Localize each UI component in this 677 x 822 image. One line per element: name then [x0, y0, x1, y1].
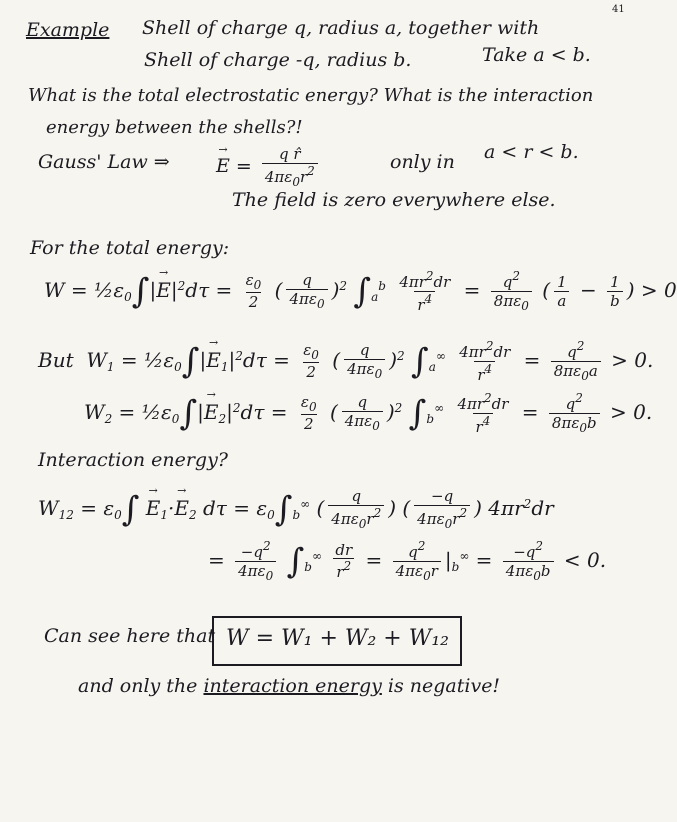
w2-equation: $W_2$ = $\frac{1}{2}\varepsilon_0\int|\to E_2|^2d\tau$ = $\frac{\varepsilon_0}{2}$ ( $\frac{q}{4\pi\varepsilon_0}$ )$^2$ $\int_b^\infty$ $\frac{4\pi r^2dr}{r^4}$ = $\frac{q^2}{8\pi\varepsilon_0b}$ > 0. — [84, 392, 652, 435]
but-label: But — [38, 348, 74, 372]
region-text: a < r < b. — [484, 141, 579, 163]
example-heading: Example — [26, 19, 110, 41]
question-line-2: energy between the shells?! — [46, 117, 303, 138]
gauss-field-equation: → E = $\frac{\text{q r̂}}{4\pi\varepsilon_0r^2}$ — [216, 146, 322, 189]
final-line-end: is negative! — [387, 675, 501, 697]
final-line-start: and only the — [78, 675, 198, 697]
w2-positive: > 0. — [609, 400, 653, 424]
field-zero-text: The field is zero everywhere else. — [232, 189, 556, 211]
page-number: 41 — [612, 4, 625, 15]
question-line-1: What is the total electrostatic energy? What is the interaction — [28, 85, 594, 106]
w1-equation: But $W_1$ = $\frac{1}{2}\varepsilon_0\int|\to E_1|^2d\tau$ = $\frac{\varepsilon_0}{2}$ ( $\frac{q}{4\pi\varepsilon_0}$ )$^2$ $\int_a^\infty$ $\frac{4\pi r^2dr}{r^4}$ = $\frac{q^2}{8\pi\varepsilon_0a}$ > 0. — [38, 340, 653, 383]
final-line — [78, 676, 500, 698]
intro-line-1: Shell of charge q, radius a, together with — [142, 17, 540, 39]
total-energy-equation: $W = \frac{1}{2}\varepsilon_0\int|\to E|^2d\tau$ = $\frac{\varepsilon_0}{2}$ ( $\frac{q}{4\pi\varepsilon_0}$ )$^2$ $\int_a^b$ $\frac{4\pi r^2dr}{r^4}$ = $\frac{q^2}{8\pi\varepsilon_0}$ ( $\frac{1}{a}$ − $\frac{1}{b}$ ) > 0 — [44, 270, 677, 313]
total-energy-label: For the total energy: — [30, 237, 230, 259]
intro-line-2: Shell of charge -q, radius b. — [144, 49, 412, 71]
positive-sign: > 0 — [640, 278, 677, 302]
boxed-result: W = W₁ + W₂ + W₁₂ — [226, 626, 449, 651]
final-line-underlined: interaction energy — [203, 675, 382, 697]
take-a-less-b: Take a < b. — [482, 44, 591, 66]
interaction-label: Interaction energy? — [38, 449, 228, 471]
w1-positive: > 0. — [611, 348, 654, 372]
w12-equation-line2: = $\frac{-q^2}{4\pi\varepsilon_0}$ $\int_b^\infty$ $\frac{dr}{r^2}$ = $\frac{q^2}{4\pi\varepsilon_0r}$ $|_b^\infty$ = $\frac{-q^2}{4\pi\varepsilon_0b}$ < 0. — [208, 539, 607, 583]
gauss-law-label: Gauss' Law ⇒ — [38, 151, 170, 173]
only-in-text: only in — [390, 151, 455, 173]
conclusion-prefix: Can see here that — [44, 625, 216, 647]
w12-equation-line1: $W_{12} = \varepsilon_0\int \to E_1\cdot\to E_2$ $d\tau = \varepsilon_0\int_b^\infty$ ( $\frac{q}{4\pi\varepsilon_0r^2}$ ) ( $\frac{-q}{4\pi\varepsilon_0r^2}$ ) $4\pi r^2dr$ — [38, 488, 554, 531]
negative-sign: < 0. — [563, 547, 607, 572]
